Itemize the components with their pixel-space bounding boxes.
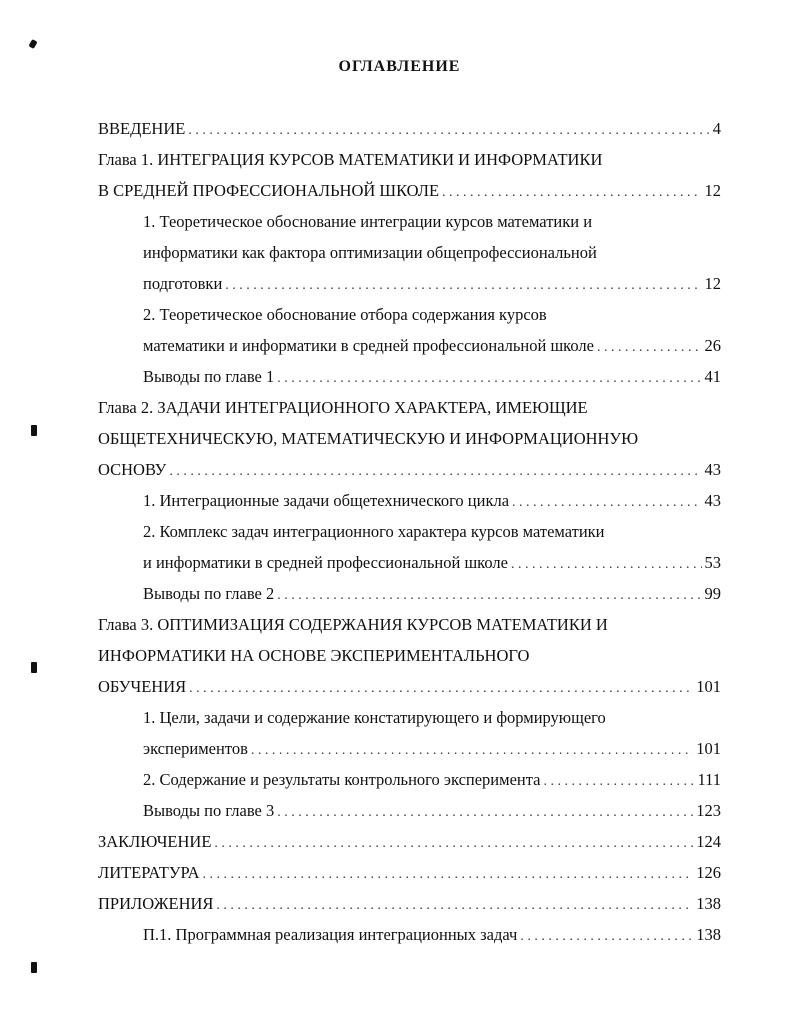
toc-entry[interactable] <box>143 739 721 761</box>
toc-entry[interactable] <box>143 708 606 728</box>
toc-leader-dots <box>277 586 701 606</box>
toc-entry[interactable] <box>98 429 638 449</box>
toc-entry-title: 1. Цели, задачи и содержание констатирующего и формирующего <box>143 708 606 727</box>
toc-page-number: 111 <box>697 770 721 789</box>
toc-entry[interactable] <box>143 274 721 296</box>
toc-entry-title: ЛИТЕРАТУРА <box>98 863 200 882</box>
toc-page-number: 138 <box>696 925 721 944</box>
toc-page-number: 123 <box>696 801 721 820</box>
toc-leader-dots <box>169 462 701 482</box>
toc-entry[interactable] <box>98 646 529 666</box>
toc-entry-title: ОБУЧЕНИЯ <box>98 677 187 696</box>
toc-entry[interactable] <box>98 615 608 635</box>
toc-page-number: 101 <box>696 677 721 696</box>
toc-leader-dots <box>188 121 709 141</box>
toc-entry[interactable] <box>98 398 588 418</box>
toc-entry-title: Выводы по главе 1 <box>143 367 275 386</box>
toc-page-number: 12 <box>704 181 721 200</box>
toc-entry-title: и информатики в средней профессиональной школе <box>143 553 508 572</box>
toc-entry[interactable] <box>143 367 721 389</box>
toc-page-number: 12 <box>704 274 721 293</box>
toc-leader-dots <box>543 772 694 792</box>
toc-page-number: 53 <box>704 553 721 572</box>
toc-entry[interactable] <box>98 832 721 854</box>
toc-page-number: 126 <box>696 863 721 882</box>
toc-leader-dots <box>251 741 693 761</box>
toc-entry[interactable] <box>143 925 721 947</box>
toc-entry-title: 1. Интеграционные задачи общетехнического цикла <box>143 491 510 510</box>
page-title: ОГЛАВЛЕНИЕ <box>338 58 461 75</box>
toc-page-number: 43 <box>704 491 721 510</box>
toc-entry[interactable] <box>143 305 547 325</box>
toc-leader-dots <box>277 803 693 823</box>
toc-entry-title: математики и информатики в средней профессиональной школе <box>143 336 594 355</box>
toc-leader-dots <box>597 338 702 358</box>
toc-entry-title: П.1. Программная реализация интеграционных задач <box>143 925 518 944</box>
toc-entry-title: 2. Теоретическое обоснование отбора содержания курсов <box>143 305 547 324</box>
toc-entry[interactable] <box>98 181 721 203</box>
toc-entry-title: экспериментов <box>143 739 248 758</box>
toc-entry-title: Выводы по главе 3 <box>143 801 275 820</box>
toc-page-number: 124 <box>696 832 721 851</box>
toc-leader-dots <box>511 555 702 575</box>
toc-entry[interactable] <box>98 894 721 916</box>
toc-entry[interactable] <box>98 677 721 699</box>
toc-leader-dots <box>225 276 701 296</box>
toc-leader-dots <box>277 369 701 389</box>
toc-entry[interactable] <box>143 212 592 232</box>
toc-entry-title: ПРИЛОЖЕНИЯ <box>98 894 214 913</box>
toc-entry[interactable] <box>143 522 605 542</box>
toc-page-number: 43 <box>704 460 721 479</box>
toc-entry[interactable] <box>98 460 721 482</box>
toc-page-number: 99 <box>704 584 721 603</box>
toc-entry[interactable] <box>143 770 721 792</box>
toc-leader-dots <box>203 865 694 885</box>
toc-leader-dots <box>214 834 693 854</box>
toc-entry-title: информатики как фактора оптимизации общепрофессиональной <box>143 243 597 262</box>
toc-entry[interactable] <box>143 553 721 575</box>
toc-entry-title: ВВЕДЕНИЕ <box>98 119 186 138</box>
toc-entry-title: ОСНОВУ <box>98 460 167 479</box>
toc-leader-dots <box>216 896 693 916</box>
toc-entry-title: 2. Комплекс задач интеграционного характера курсов математики <box>143 522 605 541</box>
toc-leader-dots <box>189 679 693 699</box>
toc-entry[interactable] <box>143 491 721 513</box>
toc-leader-dots <box>512 493 701 513</box>
toc-entry[interactable] <box>98 119 721 141</box>
toc-page-number: 101 <box>696 739 721 758</box>
toc-entry-title: В СРЕДНЕЙ ПРОФЕССИОНАЛЬНОЙ ШКОЛЕ <box>98 181 440 200</box>
toc-entry-title: ЗАКЛЮЧЕНИЕ <box>98 832 212 851</box>
toc-page-number: 26 <box>704 336 721 355</box>
toc-entry-title: ОБЩЕТЕХНИЧЕСКУЮ, МАТЕМАТИЧЕСКУЮ И ИНФОРМАЦИОННУЮ <box>98 429 639 448</box>
toc-entry[interactable] <box>143 243 597 263</box>
toc-page-number: 138 <box>696 894 721 913</box>
toc-entry-title: Глава 2. ЗАДАЧИ ИНТЕГРАЦИОННОГО ХАРАКТЕРА, ИМЕЮЩИЕ <box>98 398 588 417</box>
toc-entry[interactable] <box>143 336 721 358</box>
toc-entry-title: Выводы по главе 2 <box>143 584 275 603</box>
toc-page-number: 41 <box>704 367 721 386</box>
toc-leader-dots <box>520 927 693 947</box>
toc-entry-title: ИНФОРМАТИКИ НА ОСНОВЕ ЭКСПЕРИМЕНТАЛЬНОГО <box>98 646 530 665</box>
toc-page-number: 4 <box>712 119 721 138</box>
toc-entry-title: 1. Теоретическое обоснование интеграции курсов математики и <box>143 212 593 231</box>
toc-entry-title: Глава 3. ОПТИМИЗАЦИЯ СОДЕРЖАНИЯ КУРСОВ МАТЕМАТИКИ И <box>98 615 608 634</box>
toc-entry-title: 2. Содержание и результаты контрольного эксперимента <box>143 770 541 789</box>
toc-entry[interactable] <box>98 150 602 170</box>
toc-leader-dots <box>442 183 701 203</box>
toc-entry[interactable] <box>98 863 721 885</box>
toc-entry-title: Глава 1. ИНТЕГРАЦИЯ КУРСОВ МАТЕМАТИКИ И ИНФОРМАТИКИ <box>98 150 603 169</box>
toc-entry-title: подготовки <box>143 274 223 293</box>
toc-entry[interactable] <box>143 584 721 606</box>
toc-entry[interactable] <box>143 801 721 823</box>
